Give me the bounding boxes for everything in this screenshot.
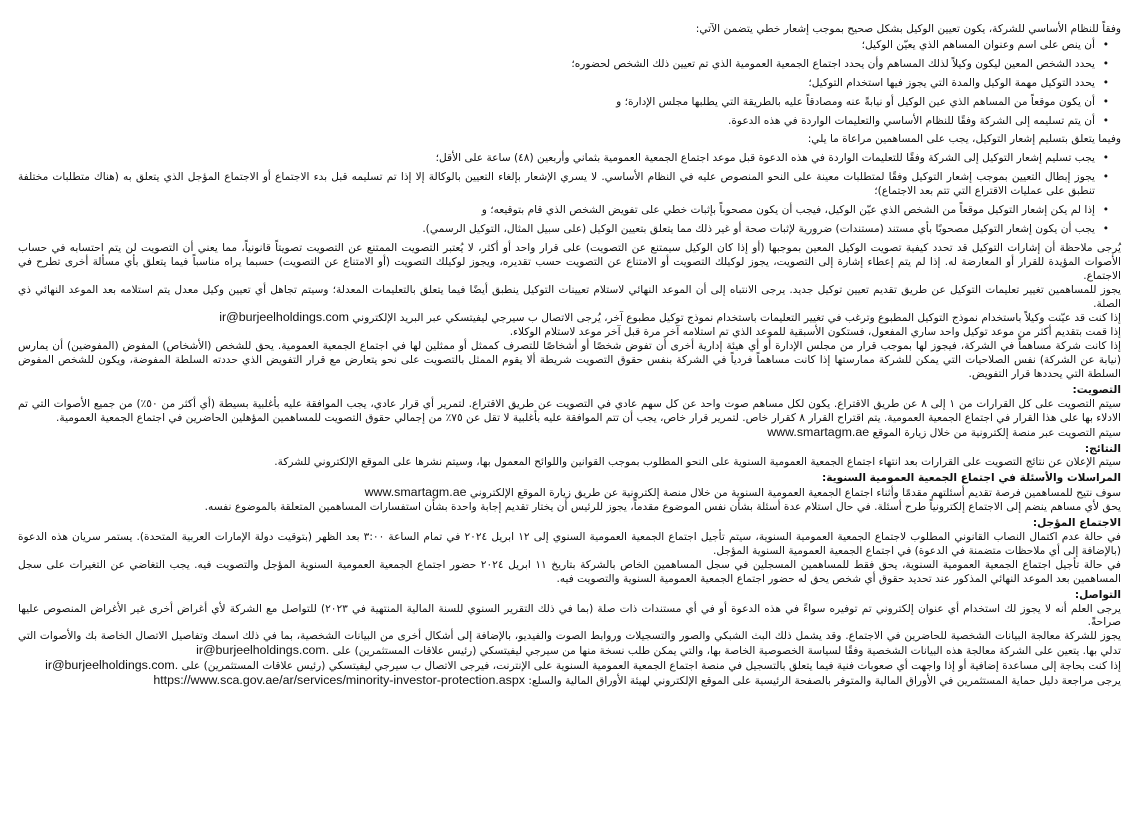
contact-heading: التواصل: [1074,588,1121,601]
list-item: • يجب أن يكون إشعار التوكيل مصحوبًا بأي مستند (مستندات) ضرورية لإثبات صحة أو غير ذلك مما يتعلق بتعيين الوكيل (على سبيل المثال، التوكيل الرسمي). [18,223,1109,237]
list-item: • إذا لم يكن إشعار التوكيل موقعاً من الشخص الذي عيّن الوكيل، فيجب أن يكون مصحوباً بإثبات خطي على تفويض الشخص الذي قام بتوقيعه؛ و [18,204,1109,218]
contact-paragraph: يرجى العلم أنه لا يجوز لك استخدام أي عنوان إلكتروني تم توفيره سواءً في هذه الدعوة أو في أي مستندات ذات صلة (بما في ذلك التقرير السنوي للسنة المالية المنتهية في ٢٠٢٣) للتواصل مع الشركة لأي أغراض أخرى غير الأغراض المنصوص عليها صراحةً. [18,602,1121,629]
questions-heading: المراسلات والأسئلة في اجتماع الجمعية العمومية السنوية: [821,472,1121,485]
questions-paragraph [18,486,1121,501]
list-item: • أن يتم تسليمه إلى الشركة وفقًا للنظام الأساسي والتعليمات الواردة في هذه الدعوة. [18,115,1109,129]
proxy-delivery-list [18,152,1121,237]
list-item: • يجوز إبطال التعيين بموجب إشعار التوكيل وفقًا لمتطلبات معينة على النحو المنصوص عليه في النظام الأساسي. لا يسري الإشعار بإلغاء التعيين بالوكالة إلا إذا تم تسليمه قبل بدء الاجتماع أو الاجتماع المؤجل الذي يتعلق به (هناك متطلبات مختلفة تنطبق على عمليات الاقتراع التي تتم بعد الاجتماع)؛ [18,171,1109,199]
investor-guide-paragraph [18,674,1121,689]
list-item: • يحدد الشخص المعين ليكون وكيلاً لذلك المساهم وأن يحدد اجتماع الجمعية العمومية الذي تم تعيين ذلك الشخص لحضوره؛ [18,58,1109,72]
paragraph-text: يرجى مراجعة دليل حماية المستثمرين في الأوراق المالية والمتوفر بالصفحة الرئيسية على الموقع الإلكتروني لهيئة الأوراق المالية والسلع: [528,675,1121,688]
list-item: • يحدد التوكيل مهمة الوكيل والمدة التي يجوز فيها استخدام التوكيل؛ [18,77,1109,91]
proxy-paragraph: يُرجى ملاحظة أن إشارات التوكيل قد تحدد كيفية تصويت الوكيل المعين بموجبها (أو إذا كان الوكيل سيمتنع عن التصويت) على قرار واحد أو أكثر، لا يُعتبر التصويت الممتنع عن التصويت تصويتاً قانونياً، مما يعني أن التصويت لن يتم احتسابه في حساب الأصوات المؤيدة للقرار أو المعارضة له. إذا لم يتم إعطاء إشارة إلى التصويت، يجوز لوكيلك التصويت أو الامتناع عن التصويت حسب تقديره، ويجوز لوكيلك التصويت (أو الامتناع عن التصويت) حسبما يراه مناسباً فيما يتعلق بأي مسألة أخرى تطرح في الاجتماع. [18,241,1121,282]
voting-paragraph: سيتم التصويت على كل القرارات من ١ إلى ٨ عن طريق الاقتراع. يكون لكل مساهم صوت واحد عن كل سهم عادي في التصويت عن طريق الاقتراع. لتمرير أي قرار عادي، يجب الموافقة عليه بأغلبية بسيطة (أي أكثر من ٥٠٪) من جميع الأصوات التي تم الادلاء بها على هذا القرار في اجتماع الجمعية العمومية. يتم اقتراح القرار ٨ كقرار خاص. لتمرير قرار خاص، يجب أن تتم الموافقة عليه بأغلبية لا تقل عن ٧٥٪ من إجمالي حقوق التصويت للمساهمين المؤهلين الحاضرين في اجتماع الجمعية العمومية. [18,397,1121,424]
website-link[interactable]: www.smartagm.ae [364,485,467,500]
voting-heading: التصويت: [1072,383,1121,396]
list-item: • أن ينص على اسم وعنوان المساهم الذي يعيّن الوكيل؛ [18,39,1109,53]
paragraph-text: إذا كنت قد عيّنت وكيلاً باستخدام نموذج التوكيل المطبوع وترغب في تغيير التعليمات باستخدام نموذج توكيل مطبوع آخر، يُرجى الاتصال ب سيرجي ليفيتسكي عبر البريد الإلكتروني [352,312,1121,325]
paragraph-text: سوف نتيح للمساهمين فرصة تقديم أسئلتهم مقدمًا وأثناء اجتماع الجمعية العمومية السنوية من خلال منصة إلكترونية عن طريق زيارة الموقع الإلكتروني [469,487,1121,500]
list-item: • يجب تسليم إشعار التوكيل إلى الشركة وفقًا للتعليمات الواردة في هذه الدعوة قبل موعد اجتماع الجمعية العمومية بثماني وأربعين (٤٨) ساعة على الأقل؛ [18,152,1109,166]
proxy-requirements-list [18,39,1121,129]
voting-platform-paragraph [18,426,1121,441]
adjourned-paragraph: في حالة عدم اكتمال النصاب القانوني المطلوب لاجتماع الجمعية العمومية السنوية، سيتم تأجيل اجتماع الجمعية العمومية السنوي إلى ١٢ ابريل ٢٠٢٤ في تمام الساعة ٣:٠٠ بعد الظهر (بتوقيت دولة الإمارات العربية المتحدة). يستمر سريان هذه الدعوة (بالإضافة إلى أي ملاحظات متضمنة في الدعوة) في اجتماع الجمعية العمومية السنوية المؤجل. [18,531,1121,557]
website-link[interactable]: https://www.sca.gov.ae/ar/services/minority-investor-protection.aspx [153,673,525,688]
proxy-intro: وفقاً للنظام الأساسي للشركة، يكون تعيين الوكيل بشكل صحيح بموجب إشعار خطي يتضمن الآتي: [695,23,1121,35]
website-link[interactable]: www.smartagm.ae [767,424,870,439]
paragraph-text: سيتم التصويت عبر منصة إلكترونية من خلال زيارة الموقع [872,426,1121,439]
email-link[interactable]: ir@burjeelholdings.com [219,310,349,325]
email-link[interactable]: ir@burjeelholdings.com. [45,658,179,673]
support-paragraph [18,659,1121,674]
results-heading: النتائج: [1084,442,1121,455]
adjourned-paragraph: في حالة تأجيل اجتماع الجمعية العمومية السنوية، يحق فقط للمساهمين المسجلين في سجل المساهمين الخاص بالشركة بتاريخ ١١ ابريل ٢٠٢٤ حضور اجتماع الجمعية العمومية السنوية المؤجل والتصويت فيه. يجب التغاضي عن التغيرات على سجل المساهمين بعد الموعد النهائي المذكور عند تحديد حقوق أي شخص يحق له حضور اجتماع الجمعية العمومية السنوية والتصويت فيه. [18,558,1121,585]
proxy-delivery-intro: وفيما يتعلق بتسليم إشعار التوكيل، يجب على المساهمين مراعاة ما يلي: [807,133,1121,146]
questions-paragraph: يحق لأي مساهم ينضم إلى الاجتماع إلكترونياً طرح أسئلة. في حال استلام عدة أسئلة بشأن نفس الموضوع مقدماً، يجوز للرئيس أن يختار تقديم إجابة واحدة بشأن استفسارات المساهمين المتعلقة بالموضوع نفسه. [204,501,1121,514]
proxy-paragraph: إذا قمت بتقديم أكثر من موعد توكيل واحد ساري المفعول، فستكون الأسبقية للموعد الذي تم استلامه آخر مرة قبل آخر موعد لاستلام الوكلاء. [509,326,1121,339]
corporate-representative-paragraph: إذا كانت شركة مساهماً في الشركة، فيجوز لها بموجب قرار من مجلس الإدارة أو أي هيئة إدارية أخرى أن تفوض شخصًا أو أشخاصًا للتصرف كممثل أو ممثلين لها في اجتماع الجمعية العمومية. يحق للشخص (الأشخاص) المفوض (المفوضين) أن يمارس (نيابة عن الشركة) نفس الصلاحيات التي يمكن للشركة ممارستها إذا كانت مساهماً فردياً في الشركة بنفس حقوق التصويت شريطة ألا يقوم الممثل بالتصويت على نحو يتعارض مع قرار التفويض الذي حددته السلطة المفوضة، ويكون للشخص المفوض السلطة التي يحددها قرار التفويض. [18,340,1121,381]
proxy-change-paragraph [18,311,1121,326]
adjourned-heading: الاجتماع المؤجل: [1032,517,1121,530]
proxy-paragraph: يجوز للمساهمين تغيير تعليمات التوكيل عن طريق تقديم تعيين توكيل جديد. يرجى الانتباه إلى أن الموعد النهائي لاستلام تعيينات التوكيل ينطبق أيضًا فيما يتعلق بالتعليمات المعدلة؛ وسيتم تجاهل أي تعيين وكيل معدل يتم استلامه بعد الموعد النهائي ذي الصلة. [18,283,1121,310]
list-item: • أن يكون موقعاً من المساهم الذي عين الوكيل أو نيابةً عنه ومصادقاً عليه بالطريقة التي يطلبها مجلس الإدارة؛ و [18,96,1109,110]
results-paragraph: سيتم الإعلان عن نتائج التصويت على القرارات بعد انتهاء اجتماع الجمعية العمومية السنوية على النحو المطلوب بموجب القوانين واللوائح المعمول بها، وسيتم نشرها على الموقع الإلكتروني للشركة. [274,456,1121,469]
paragraph-text: يجوز للشركة معالجة البيانات الشخصية للحاضرين في الاجتماع. وقد يشمل ذلك البث الشبكي والصور والتسجيلات وروابط الصوت والفيديو، بالإضافة إلى أشكال أخرى من البيانات الشخصية، بما في ذلك اسمك وتفاصيل الاتصال الخاصة بك والأصوات التي تدلي بها. يتعين على الشركة معالجة هذه البيانات الشخصية وفقًا لسياسة الخصوصية الخاصة بها، والتي يمكن طلب نسخة منها من سيرجي ليفيتسكي (رئيس علاقات المستثمرين) على [18,630,1121,658]
paragraph-text: إذا كنت بحاجة إلى مساعدة إضافية أو إذا واجهت أي صعوبات فنية فيما يتعلق بالتسجيل في منصة اجتماع الجمعية العمومية السنوية على الإنترنت، فيرجى الاتصال ب سيرجي ليفيتسكي (رئيس علاقات المستثمرين) على [181,660,1121,673]
email-link[interactable]: ir@burjeelholdings.com. [196,643,330,658]
privacy-paragraph [18,630,1121,659]
